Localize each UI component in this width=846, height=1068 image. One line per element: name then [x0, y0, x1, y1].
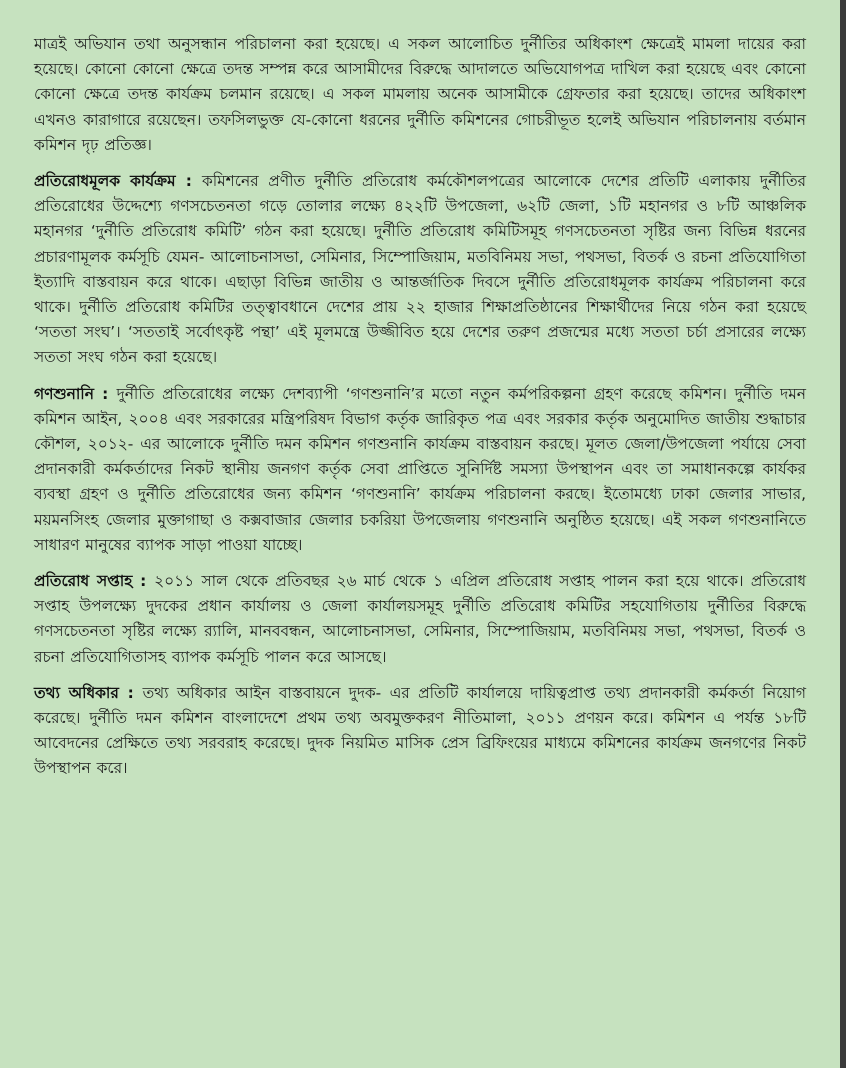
paragraph-public-hearing-text: দুর্নীতি প্রতিরোধের লক্ষ্যে দেশব্যাপী ‘গণশুনানি’র মতো নতুন কর্মপরিকল্পনা গ্রহণ করেছে কমিশন। দুর্নীতি দমন কমিশন আইন, ২০০৪ এবং সরকারের মন্ত্রিপরিষদ বিভাগ কর্তৃক জারিকৃত পত্র এবং সরকার কর্তৃক অনুমোদিত জাতীয় শুদ্ধাচার কৌশল, ২০১২- এর আলোকে দুর্নীতি দমন কমিশন গণশুনানি কার্যক্রম বাস্তবায়ন করছে। মূলত জেলা/উপজেলা পর্যায়ে সেবা প্রদানকারী কর্মকর্তাদের নিকট স্থানীয় জনগণ কর্তৃক সেবা প্রাপ্তিতে সুনির্দিষ্ট সমস্যা উপস্থাপন এবং তা সমাধানকল্পে কার্যকর ব্যবস্থা গ্রহণ ও দুর্নীতি প্রতিরোধের জন্য কমিশন ‘গণশুনানি’ কার্যক্রম পরিচালনা করছে। ইতোমধ্যে ঢাকা জেলার সাভার, ময়মনসিংহ জেলার মুক্তাগাছা ও কক্সবাজার জেলার চকরিয়া উপজেলায় গণশুনানি অনুষ্ঠিত হয়েছে। এই সকল গণশুনানিতে সাধারণ মানুষের ব্যাপক সাড়া পাওয়া যাচ্ছে। [34, 384, 806, 554]
section-heading-preventive: প্রতিরোধমূলক কার্যক্রম : [34, 172, 202, 191]
paragraph-right-to-information-text: তথ্য অধিকার আইন বাস্তবায়নে দুদক- এর প্রতিটি কার্যালয়ে দায়িত্বপ্রাপ্ত তথ্য প্রদানকারী কর্মকর্তা নিয়োগ করেছে। দুর্নীতি দমন কমিশন বাংলাদেশে প্রথম তথ্য অবমুক্তকরণ নীতিমালা, ২০১১ প্রণয়ন করে। কমিশন এ পর্যন্ত ১৮টি আবেদনের প্রেক্ষিতে তথ্য সরবরাহ করেছে। দুদক নিয়মিত মাসিক প্রেস ব্রিফিংয়ের মাধ্যমে কমিশনের কার্যক্রম জনগণের নিকট উপস্থাপন করে। [34, 683, 807, 778]
paragraph-intro-text: মাত্রই অভিযান তথা অনুসন্ধান পরিচালনা করা হয়েছে। এ সকল আলোচিত দুর্নীতির অধিকাংশ ক্ষেত্রেই মামলা দায়ের করা হয়েছে। কোনো কোনো ক্ষেত্রে তদন্ত সম্পন্ন করে আসামীদের বিরুদ্ধে আদালতে অভিযোগপত্র দাখিল করা হয়েছে এবং কোনো কোনো ক্ষেত্রে তদন্ত কার্যক্রম চলমান রয়েছে। এ সকল মামলায় অনেক আসামীকে গ্রেফতার করা হয়েছে। তাদের অধিকাংশ এখনও কারাগারে রয়েছেন। তফসিলভুক্ত যে-কোনো ধরনের দুর্নীতি কমিশনের গোচরীভূত হলেই অভিযান পরিচালনায় বর্তমান কমিশন দৃঢ় প্রতিজ্ঞ। [34, 35, 806, 154]
paragraph-preventive-text: কমিশনের প্রণীত দুর্নীতি প্রতিরোধ কর্মকৌশলপত্রের আলোকে দেশের প্রতিটি এলাকায় দুর্নীতির প্রতিরোধের উদ্দেশ্যে গণসচেতনতা গড়ে তোলার লক্ষ্যে ৪২২টি উপজেলা, ৬২টি জেলা, ১টি মহানগর ও ৮টি আঞ্চলিক মহানগর ‘দুর্নীতি প্রতিরোধ কমিটি’ গঠন করা হয়েছে। দুর্নীতি প্রতিরোধ কমিটিসমূহ গণসচেতনতা সৃষ্টির জন্য বিভিন্ন ধরনের প্রচারণামূলক কর্মসূচি যেমন- আলোচনাসভা, সেমিনার, সিম্পোজিয়াম, মতবিনিময় সভা, পথসভা, বিতর্ক ও রচনা প্রতিযোগিতা ইত্যাদি বাস্তবায়ন করে থাকে। এছাড়া বিভিন্ন জাতীয় ও আন্তর্জাতিক দিবসে দুর্নীতি প্রতিরোধমূলক কার্যক্রম পরিচালনা করে থাকে। দুর্নীতি প্রতিরোধ কমিটির তত্ত্বাবধানে দেশের প্রায় ২২ হাজার শিক্ষাপ্রতিষ্ঠানের শিক্ষার্থীদের নিয়ে গঠন করা হয়েছে ‘সততা সংঘ’। ‘সততাই সর্বোৎকৃষ্ট পন্থা’ এই মূলমন্ত্রে উজ্জীবিত হয়ে দেশের তরুণ প্রজন্মের মধ্যে সততা চর্চা প্রসারের লক্ষ্যে সততা সংঘ গঠন করা হয়েছে। [34, 172, 807, 367]
section-heading-public-hearing: গণশুনানি : [34, 384, 117, 403]
paragraph-intro [34, 32, 806, 158]
paragraph-prevention-week-text: ২০১১ সাল থেকে প্রতিবছর ২৬ মার্চ থেকে ১ এপ্রিল প্রতিরোধ সপ্তাহ পালন করা হয়ে থাকে। প্রতিরোধ সপ্তাহ উপলক্ষ্যে দুদকের প্রধান কার্যালয় ও জেলা কার্যালয়সমূহ দুর্নীতি প্রতিরোধ কমিটির সহযোগিতায় দুর্নীতির বিরুদ্ধে গণসচেতনতা সৃষ্টির লক্ষ্যে র‍্যালি, মানববন্ধন, আলোচনাসভা, সেমিনার, সিম্পোজিয়াম, মতবিনিময় সভা, পথসভা, বিতর্ক ও রচনা প্রতিযোগিতাসহ ব্যাপক কর্মসূচি পালন করে আসছে। [34, 572, 806, 666]
section-heading-prevention-week: প্রতিরোধ সপ্তাহ : [34, 572, 155, 591]
paragraph-preventive-activities [34, 169, 806, 371]
paragraph-public-hearing [34, 382, 806, 558]
section-heading-right-to-information: তথ্য অধিকার : [34, 683, 143, 702]
paragraph-right-to-information [34, 681, 806, 782]
paragraph-prevention-week [34, 569, 806, 670]
